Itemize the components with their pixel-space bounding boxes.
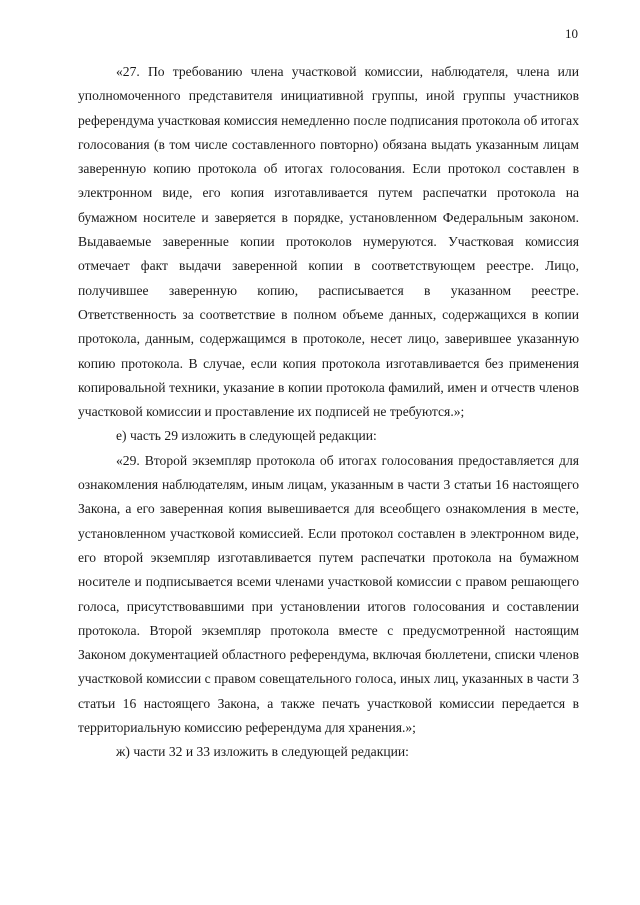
page-number: 10 [565, 26, 578, 41]
paragraph-amendment-zh: ж) части 32 и 33 изложить в следующей редакции: [116, 744, 409, 760]
paragraph-29: «29. Второй экземпляр протокола об итогах голосования предоставляется для ознакомления наблюдателям, иным лицам, указанным в части 3 статьи 16 настоящего Закона, а его заверенная копия вывешивается для всеобщего ознакомления в месте, установленном участковой комиссией. Если протокол составлен в электронном виде, его второй экземпляр изготавливается путем распечатки протокола на бумажном носителе и подписывается всеми членами участковой комиссии с правом решающего голоса, присутствовавшими при установлении итогов голосования и составлении протокола. Второй экземпляр протокола вместе с предусмотренной настоящим Законом документацией областного референдума, включая бюллетени, списки членов участковой комиссии с правом совещательного голоса, иных лиц, указанных в части 3 статьи 16 настоящего Закона, а также печать участковой комиссии передается в территориальную комиссию референдума для хранения.»; [78, 452, 579, 736]
paragraph-amendment-e: е) часть 29 изложить в следующей редакции: [116, 428, 377, 444]
document-body [78, 60, 579, 765]
paragraph-27: «27. По требованию члена участковой комиссии, наблюдателя, члена или уполномоченного представителя инициативной группы, иной группы участников референдума участковая комиссия немедленно после подписания протокола об итогах голосования (в том числе составленного повторно) обязана выдать указанным лицам заверенную копию протокола об итогах голосования. Если протокол составлен в электронном виде, его копия изготавливается путем распечатки протокола на бумажном носителе и заверяется в порядке, установленном Федеральным законом. Выдаваемые заверенные копии протоколов нумеруются. Участковая комиссия отмечает факт выдачи заверенной копии в соответствующем реестре. Лицо, получившее заверенную копию, расписывается в указанном реестре. Ответственность за соответствие в полном объеме данных, содержащихся в копии протокола, данным, содержащимся в протоколе, несет лицо, заверившее указанную копию протокола. В случае, если копия протокола изготавливается без применения копировальной техники, указание в копии протокола фамилий, имен и отчеств членов участковой комиссии и проставление их подписей не требуются.»; [78, 64, 579, 420]
